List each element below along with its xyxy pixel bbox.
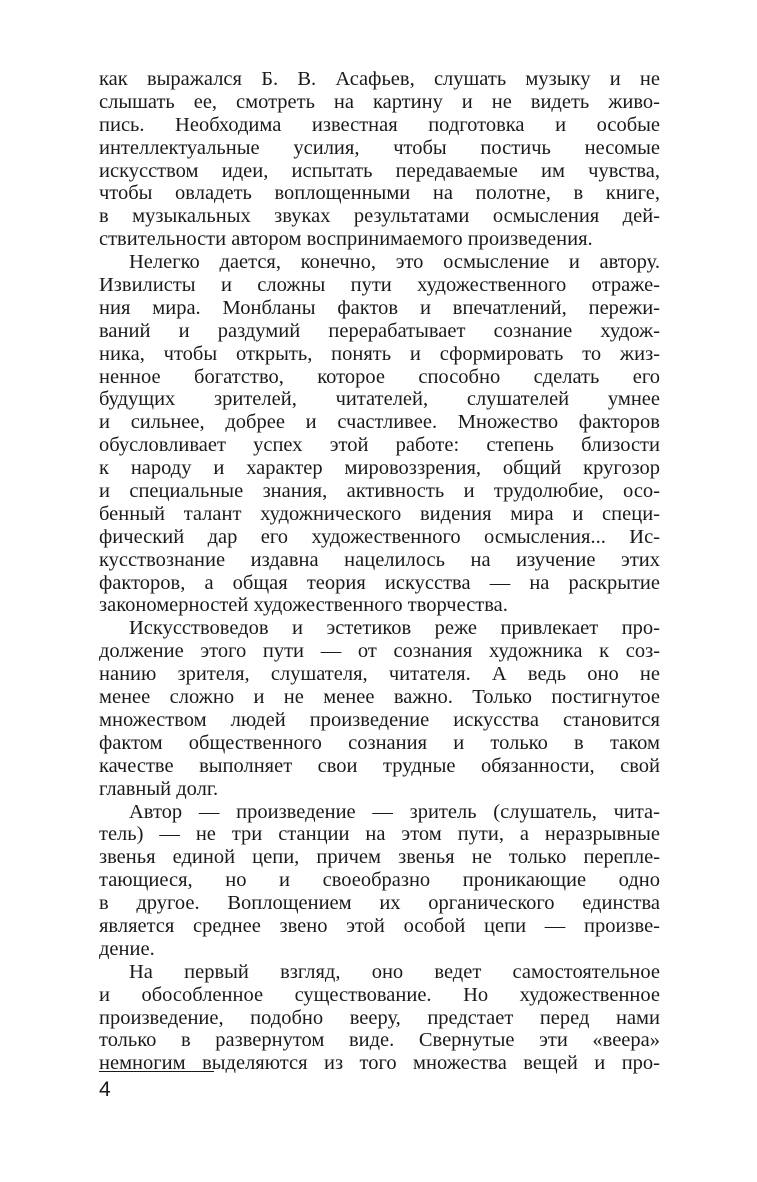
text-line: и обособленное существование. Но художественное: [99, 983, 660, 1006]
text-line: и сильнее, добрее и счастливее. Множество факторов: [99, 411, 660, 434]
text-line: в другое. Воплощением их органического единства: [99, 892, 660, 915]
text-line: Нелегко дается, конечно, это осмысление и автору.: [129, 251, 660, 274]
text-line: чтобы овладеть воплощенными на полотне, в книге,: [99, 182, 660, 205]
page-number: 4: [99, 1078, 111, 1101]
text-line: будущих зрителей, читателей, слушателей умнее: [99, 388, 660, 411]
text-line: закономерностей художественного творчества.: [99, 594, 508, 617]
text-line: бенный талант художнического видения мира и специ-: [99, 502, 660, 525]
text-line: факторов, а общая теория искусства — на раскрытие: [99, 571, 660, 594]
text-line: менее сложно и не менее важно. Только постигнутое: [99, 686, 660, 709]
text-line: пись. Необходима известная подготовка и особые: [99, 113, 660, 136]
footnote-rule: [99, 1071, 214, 1072]
text-line: искусством идеи, испытать передаваемые им чувства,: [99, 159, 660, 182]
text-line: является среднее звено этой особой цепи — произве-: [99, 914, 660, 937]
text-line: На первый взгляд, оно ведет самостоятельное: [129, 960, 660, 983]
text-line: в музыкальных звуках результатами осмысления дей-: [99, 205, 660, 228]
text-line: обусловливает успех этой работе: степень близости: [99, 434, 660, 457]
text-line: фический дар его художественного осмысления... Ис-: [99, 525, 660, 548]
text-line: множеством людей произведение искусства становится: [99, 708, 660, 731]
text-line: немногим выделяются из того множества вещей и про-: [99, 1052, 660, 1075]
text-line: ваний и раздумий перерабатывает сознание худож-: [99, 319, 660, 342]
text-line: интеллектуальные усилия, чтобы постичь несомые: [99, 136, 660, 159]
text-line: тель) — не три станции на этом пути, а неразрывные: [99, 823, 660, 846]
text-line: фактом общественного сознания и только в таком: [99, 731, 660, 754]
text-line: слышать ее, смотреть на картину и не видеть живо-: [99, 90, 660, 113]
text-line: нанию зрителя, слушателя, читателя. А ведь оно не: [99, 663, 660, 686]
text-line: Извилисты и сложны пути художественного отраже-: [99, 274, 660, 297]
text-line: ненное богатство, которое способно сделать его: [99, 365, 660, 388]
text-line: как выражался Б. В. Асафьев, слушать музыку и не: [99, 68, 660, 90]
text-line: ния мира. Монбланы фактов и впечатлений, пережи-: [99, 296, 660, 319]
text-line: ствительности автором воспринимаемого произведения.: [99, 228, 593, 251]
text-line: произведение, подобно вееру, предстает перед нами: [99, 1006, 660, 1029]
text-line: к народу и характер мировоззрения, общий кругозор: [99, 457, 660, 480]
text-line: должение этого пути — от сознания художника к соз-: [99, 640, 660, 663]
text-line: дение.: [99, 937, 155, 960]
text-line: тающиеся, но и своеобразно проникающие одно: [99, 869, 660, 892]
text-line: Искусствоведов и эстетиков реже привлекает про-: [129, 617, 660, 640]
body-text: [99, 68, 660, 1075]
text-line: главный долг.: [99, 777, 219, 800]
text-line: кусствознание издавна нацелилось на изучение этих: [99, 548, 660, 571]
text-line: качестве выполняет свои трудные обязанности, свой: [99, 754, 660, 777]
text-line: ника, чтобы открыть, понять и сформировать то жиз-: [99, 342, 660, 365]
text-line: Автор — произведение — зритель (слушатель, чита-: [129, 800, 660, 823]
text-line: звенья единой цепи, причем звенья не только перепле-: [99, 846, 660, 869]
text-line: только в развернутом виде. Свернутые эти «веера»: [99, 1029, 660, 1052]
text-line: и специальные знания, активность и трудолюбие, осо-: [99, 480, 660, 503]
